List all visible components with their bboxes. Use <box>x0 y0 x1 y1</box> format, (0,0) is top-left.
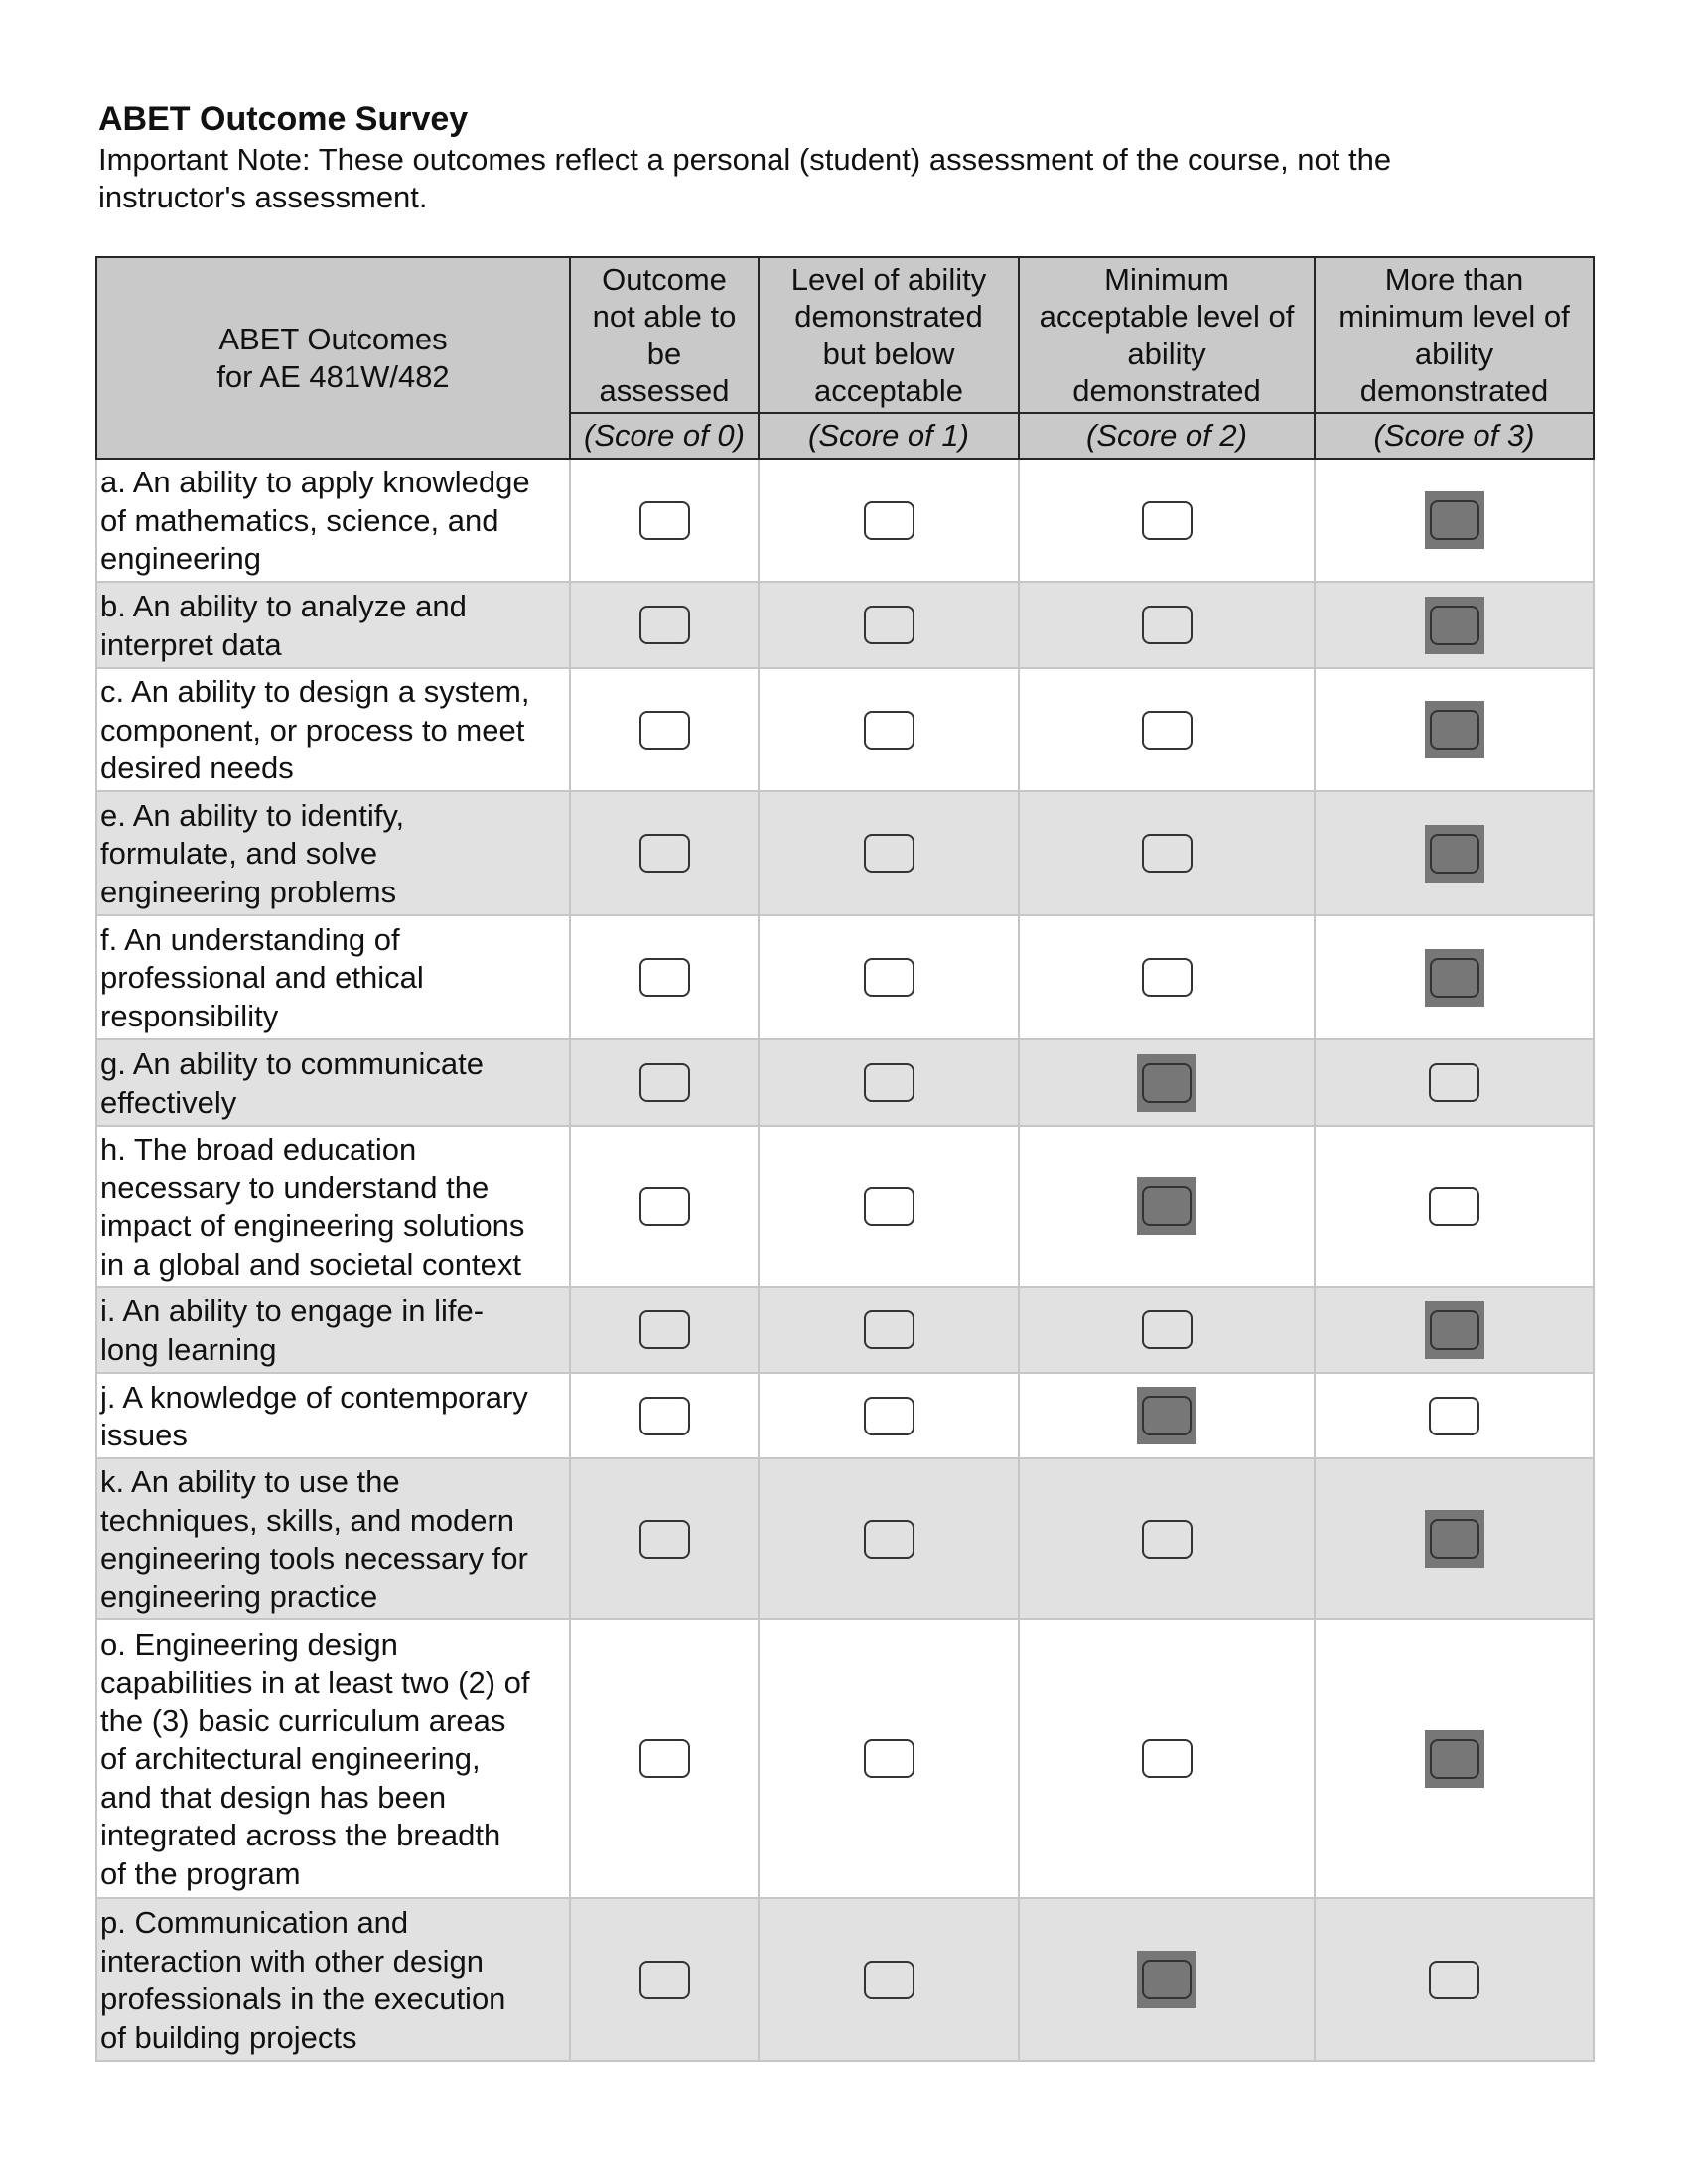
score-cell <box>570 1373 759 1458</box>
score-checkbox[interactable] <box>639 1310 690 1349</box>
outcome-row <box>96 791 1594 915</box>
score-cell <box>1019 915 1315 1039</box>
outcome-text-line: a. An ability to apply knowledge <box>100 465 530 500</box>
outcome-text-line: component, or process to meet <box>100 712 525 748</box>
score-cell <box>1019 668 1315 791</box>
score-checkbox[interactable] <box>639 1739 690 1778</box>
score-checkbox-checked[interactable] <box>1425 825 1484 883</box>
score-checkbox-checked[interactable] <box>1137 1054 1196 1112</box>
score-checkbox[interactable] <box>639 1187 690 1226</box>
score-cell <box>1315 459 1594 582</box>
score-cell <box>1019 1619 1315 1898</box>
score-cell <box>1315 668 1594 791</box>
score-cell <box>759 668 1019 791</box>
score-checkbox-checked[interactable] <box>1137 1177 1196 1235</box>
score-cell <box>759 582 1019 668</box>
score-cell <box>570 668 759 791</box>
score-cell <box>1315 1619 1594 1898</box>
outcome-text-line: f. An understanding of <box>100 921 400 957</box>
score-cell <box>1315 1898 1594 2061</box>
score-checkbox[interactable] <box>864 711 914 750</box>
score-checkbox[interactable] <box>1142 958 1193 997</box>
outcome-row <box>96 1458 1594 1619</box>
score-checkbox[interactable] <box>1429 1961 1479 1999</box>
column-header-score-2 <box>1019 257 1315 413</box>
outcome-text-line: issues <box>100 1418 188 1452</box>
outcomes-header-line-2: for AE 481W/482 <box>216 358 450 394</box>
score-cell <box>1315 915 1594 1039</box>
column-header-line: More than <box>1384 261 1524 297</box>
outcome-description <box>96 791 570 915</box>
score-checkbox[interactable] <box>1142 711 1193 750</box>
score-checkbox-checked[interactable] <box>1425 491 1484 549</box>
outcome-text-line: integrated across the breadth <box>100 1818 501 1853</box>
outcome-description <box>96 668 570 791</box>
score-checkbox[interactable] <box>1429 1187 1479 1226</box>
score-cell <box>570 1039 759 1126</box>
score-checkbox[interactable] <box>1142 1310 1193 1349</box>
score-checkbox[interactable] <box>639 711 690 750</box>
score-checkbox[interactable] <box>864 1397 914 1435</box>
score-checkbox[interactable] <box>639 606 690 644</box>
outcome-row <box>96 1126 1594 1287</box>
column-header-line: acceptable <box>814 373 963 408</box>
survey-rows <box>96 459 1594 2061</box>
score-label-3: (Score of 3) <box>1315 413 1594 459</box>
outcome-text-line: h. The broad education <box>100 1132 417 1166</box>
score-cell <box>570 459 759 582</box>
score-cell <box>570 915 759 1039</box>
outcome-text-line: engineering practice <box>100 1578 378 1614</box>
outcome-text-line: p. Communication and <box>100 1905 409 1940</box>
outcome-text-line: engineering problems <box>100 874 397 909</box>
outcome-text-line: in a global and societal context <box>100 1246 521 1282</box>
score-checkbox[interactable] <box>1142 1520 1193 1559</box>
outcome-description <box>96 582 570 668</box>
column-header-line: demonstrated <box>1359 373 1549 408</box>
column-header-line: acceptable level of <box>1039 299 1295 334</box>
outcome-description <box>96 915 570 1039</box>
score-label-1: (Score of 1) <box>759 413 1019 459</box>
score-cell <box>759 1039 1019 1126</box>
outcome-description <box>96 459 570 582</box>
score-checkbox[interactable] <box>639 501 690 540</box>
column-header-line: be <box>646 336 682 371</box>
score-cell <box>570 1126 759 1287</box>
score-checkbox-checked[interactable] <box>1137 1951 1196 2008</box>
score-checkbox[interactable] <box>864 501 914 540</box>
outcome-description <box>96 1898 570 2061</box>
score-checkbox-checked[interactable] <box>1425 1301 1484 1359</box>
score-cell <box>1019 1126 1315 1287</box>
outcome-row <box>96 668 1594 791</box>
column-header-line: Minimum <box>1104 261 1229 297</box>
outcome-text-line: responsibility <box>100 998 279 1033</box>
outcome-text-line: of the program <box>100 1855 301 1891</box>
column-header-score-0 <box>570 257 759 413</box>
outcome-text-line: e. An ability to identify, <box>100 797 405 833</box>
score-cell <box>759 1126 1019 1287</box>
outcome-row <box>96 459 1594 582</box>
score-checkbox[interactable] <box>864 1063 914 1102</box>
score-cell <box>1019 1373 1315 1458</box>
score-cell <box>1019 1039 1315 1126</box>
outcome-text-line: of architectural engineering, <box>100 1741 481 1777</box>
score-label-0: (Score of 0) <box>570 413 759 459</box>
outcome-text-line: of building projects <box>100 2019 357 2055</box>
score-cell <box>759 1373 1019 1458</box>
outcome-description <box>96 1039 570 1126</box>
score-checkbox[interactable] <box>1142 606 1193 644</box>
score-cell <box>1315 1039 1594 1126</box>
score-cell <box>759 1619 1019 1898</box>
outcome-text-line: interaction with other design <box>100 1943 485 1979</box>
score-cell <box>1019 1287 1315 1373</box>
outcome-text-line: the (3) basic curriculum areas <box>100 1703 506 1738</box>
score-checkbox[interactable] <box>639 1397 690 1435</box>
score-checkbox[interactable] <box>639 834 690 873</box>
outcomes-header-line-1: ABET Outcomes <box>218 322 448 356</box>
score-checkbox[interactable] <box>864 1961 914 1999</box>
outcome-text-line: professional and ethical <box>100 960 424 996</box>
column-header-line: Outcome <box>602 261 727 297</box>
column-header-line: minimum level of <box>1338 299 1570 334</box>
outcome-text-line: j. A knowledge of contemporary <box>100 1379 528 1415</box>
outcome-row <box>96 915 1594 1039</box>
score-checkbox[interactable] <box>1142 1739 1193 1778</box>
outcome-description <box>96 1458 570 1619</box>
column-header-line: but below <box>822 336 955 371</box>
score-checkbox[interactable] <box>864 834 914 873</box>
outcome-text-line: capabilities in at least two (2) of <box>100 1665 530 1701</box>
score-cell <box>1019 791 1315 915</box>
outcome-text-line: and that design has been <box>100 1779 447 1815</box>
outcome-row <box>96 1287 1594 1373</box>
score-checkbox-checked[interactable] <box>1425 701 1484 758</box>
outcome-row <box>96 1373 1594 1458</box>
column-header-line: assessed <box>599 373 730 408</box>
column-header-line: demonstrated <box>1072 373 1261 408</box>
outcome-text-line: interpret data <box>100 626 282 662</box>
score-checkbox-checked[interactable] <box>1425 949 1484 1007</box>
outcome-row <box>96 1898 1594 2061</box>
score-cell <box>1315 1126 1594 1287</box>
score-checkbox[interactable] <box>639 1063 690 1102</box>
outcome-text-line: o. Engineering design <box>100 1626 398 1662</box>
outcome-text-line: long learning <box>100 1331 277 1367</box>
score-checkbox[interactable] <box>864 1310 914 1349</box>
score-cell <box>759 791 1019 915</box>
score-checkbox[interactable] <box>639 958 690 997</box>
note-line-2: instructor's assessment. <box>98 180 428 214</box>
outcome-description <box>96 1126 570 1287</box>
score-cell <box>570 1458 759 1619</box>
column-header-line: ability <box>1127 336 1206 371</box>
score-label-2: (Score of 2) <box>1019 413 1315 459</box>
score-cell <box>759 1458 1019 1619</box>
score-cell <box>1019 1898 1315 2061</box>
outcome-text-line: desired needs <box>100 751 294 786</box>
score-cell <box>570 1287 759 1373</box>
column-header-score-1 <box>759 257 1019 413</box>
score-checkbox[interactable] <box>1429 1063 1479 1102</box>
outcome-text-line: professionals in the execution <box>100 1981 506 2016</box>
outcome-description <box>96 1373 570 1458</box>
score-checkbox[interactable] <box>639 1961 690 1999</box>
score-cell <box>570 791 759 915</box>
score-cell <box>570 1898 759 2061</box>
column-header-line: ability <box>1414 336 1494 371</box>
outcome-text-line: g. An ability to communicate <box>100 1046 484 1081</box>
outcome-text-line: engineering <box>100 541 262 577</box>
score-checkbox[interactable] <box>864 606 914 644</box>
score-cell <box>1315 1287 1594 1373</box>
score-checkbox[interactable] <box>864 1739 914 1778</box>
score-cell <box>1019 582 1315 668</box>
score-cell <box>1315 582 1594 668</box>
score-cell <box>759 915 1019 1039</box>
score-cell <box>1019 1458 1315 1619</box>
outcome-text-line: of mathematics, science, and <box>100 502 499 538</box>
outcome-text-line: engineering tools necessary for <box>100 1541 528 1575</box>
column-header-line: demonstrated <box>794 299 983 334</box>
score-cell <box>570 1619 759 1898</box>
outcome-text-line: effectively <box>100 1084 237 1120</box>
outcomes-column-header <box>96 257 570 459</box>
score-checkbox[interactable] <box>1429 1397 1479 1435</box>
outcome-text-line: k. An ability to use the <box>100 1464 400 1499</box>
outcome-row <box>96 582 1594 668</box>
score-checkbox[interactable] <box>864 1187 914 1226</box>
score-checkbox-checked[interactable] <box>1425 597 1484 654</box>
score-checkbox-checked[interactable] <box>1137 1387 1196 1444</box>
score-checkbox[interactable] <box>639 1520 690 1559</box>
score-checkbox-checked[interactable] <box>1425 1730 1484 1788</box>
note-line-1: Important Note: These outcomes reflect a personal (student) assessment of the course, not the <box>98 142 1392 177</box>
score-checkbox-checked[interactable] <box>1425 1510 1484 1568</box>
score-cell <box>759 1287 1019 1373</box>
outcome-description <box>96 1287 570 1373</box>
outcome-text-line: formulate, and solve <box>100 836 378 872</box>
score-cell <box>1019 459 1315 582</box>
score-cell <box>1315 1458 1594 1619</box>
score-cell <box>570 582 759 668</box>
score-cell <box>1315 791 1594 915</box>
outcome-text-line: necessary to understand the <box>100 1169 490 1205</box>
outcome-text-line: c. An ability to design a system, <box>100 674 530 710</box>
score-cell <box>759 1898 1019 2061</box>
survey-title: ABET Outcome Survey <box>98 100 469 138</box>
outcome-text-line: b. An ability to analyze and <box>100 589 467 623</box>
score-checkbox[interactable] <box>864 1520 914 1559</box>
outcome-text-line: techniques, skills, and modern <box>100 1502 515 1538</box>
score-checkbox[interactable] <box>1142 501 1193 540</box>
score-cell <box>759 459 1019 582</box>
score-checkbox[interactable] <box>864 958 914 997</box>
column-header-line: not able to <box>592 299 737 334</box>
outcome-text-line: impact of engineering solutions <box>100 1208 525 1243</box>
outcome-description <box>96 1619 570 1898</box>
outcome-text-line: i. An ability to engage in life- <box>100 1294 485 1328</box>
important-note <box>98 141 1568 216</box>
outcome-survey-table <box>95 256 1595 2062</box>
outcome-row <box>96 1619 1594 1898</box>
score-cell <box>1315 1373 1594 1458</box>
column-header-score-3 <box>1315 257 1594 413</box>
column-header-line: Level of ability <box>790 261 987 297</box>
score-checkbox[interactable] <box>1142 834 1193 873</box>
outcome-row <box>96 1039 1594 1126</box>
